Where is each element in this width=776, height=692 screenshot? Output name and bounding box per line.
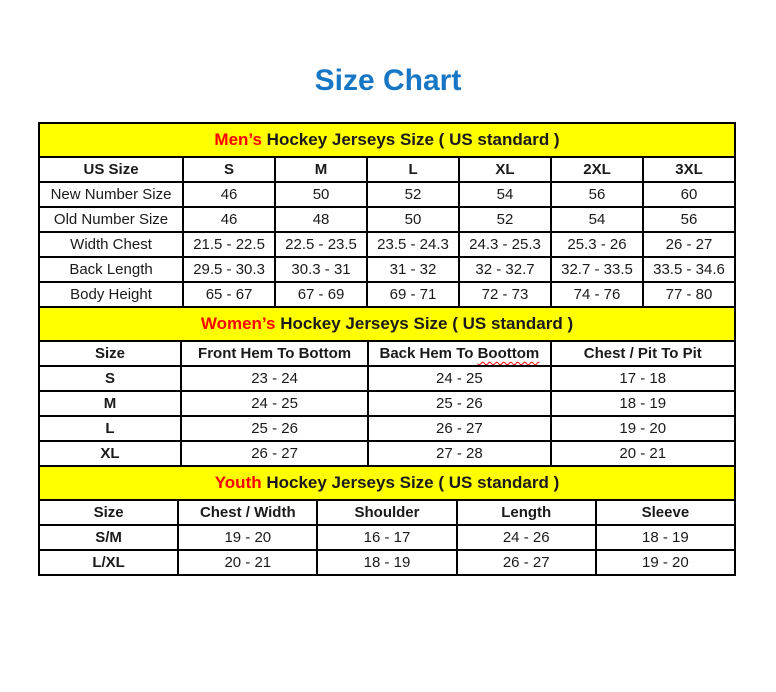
mens-table-row xyxy=(39,257,735,282)
column-header: 3XL xyxy=(643,157,735,182)
size-value-cell: 21.5 - 22.5 xyxy=(183,232,275,257)
row-label: Width Chest xyxy=(39,232,183,257)
column-header: Sleeve xyxy=(596,500,735,525)
row-label: Body Height xyxy=(39,282,183,307)
size-value-cell: 60 xyxy=(643,182,735,207)
banner-highlight-word: Youth xyxy=(214,473,262,492)
size-value-cell: 65 - 67 xyxy=(183,282,275,307)
size-value-cell: 48 xyxy=(275,207,367,232)
size-value-cell: 54 xyxy=(459,182,551,207)
size-value-cell: 30.3 - 31 xyxy=(275,257,367,282)
size-value-cell: 23.5 - 24.3 xyxy=(367,232,459,257)
column-header: Size xyxy=(39,500,178,525)
misspelled-word: Boottom xyxy=(477,345,540,362)
size-tables-container xyxy=(38,122,736,576)
size-value-cell: 46 xyxy=(183,182,275,207)
womens-size-table xyxy=(38,306,736,467)
size-value-cell: 24.3 - 25.3 xyxy=(459,232,551,257)
size-value-cell: 69 - 71 xyxy=(367,282,459,307)
page-title: Size Chart xyxy=(314,64,462,97)
size-value-cell: 50 xyxy=(367,207,459,232)
size-value-cell: 19 - 20 xyxy=(551,416,735,441)
column-header: US Size xyxy=(39,157,183,182)
size-value-cell: 19 - 20 xyxy=(178,525,317,550)
mens-section-banner xyxy=(39,123,735,157)
size-value-cell: 77 - 80 xyxy=(643,282,735,307)
size-value-cell: 18 - 19 xyxy=(317,550,456,575)
size-value-cell: 16 - 17 xyxy=(317,525,456,550)
column-header: Shoulder xyxy=(317,500,456,525)
row-label: Old Number Size xyxy=(39,207,183,232)
column-header: Front Hem To Bottom xyxy=(181,341,368,366)
banner-highlight-word: Women’s xyxy=(200,314,276,333)
size-value-cell: 17 - 18 xyxy=(551,366,735,391)
womens-table-row xyxy=(39,366,735,391)
size-value-cell: 26 - 27 xyxy=(643,232,735,257)
youth-table-row xyxy=(39,550,735,575)
row-label: L xyxy=(39,416,181,441)
size-value-cell: 20 - 21 xyxy=(178,550,317,575)
size-value-cell: 25 - 26 xyxy=(368,391,550,416)
youth-section-banner xyxy=(39,466,735,500)
youth-banner-row xyxy=(39,466,735,500)
column-header: Chest / Pit To Pit xyxy=(551,341,735,366)
banner-highlight-word: Men’s xyxy=(214,130,262,149)
row-label: S xyxy=(39,366,181,391)
size-value-cell: 18 - 19 xyxy=(596,525,735,550)
banner-text: Hockey Jerseys Size ( US standard ) xyxy=(261,130,560,149)
column-header: Length xyxy=(457,500,596,525)
womens-table-row xyxy=(39,441,735,466)
size-value-cell: 46 xyxy=(183,207,275,232)
mens-header-row xyxy=(39,157,735,182)
size-value-cell: 32.7 - 33.5 xyxy=(551,257,643,282)
youth-header-row xyxy=(39,500,735,525)
size-value-cell: 50 xyxy=(275,182,367,207)
size-value-cell: 32 - 32.7 xyxy=(459,257,551,282)
row-label: New Number Size xyxy=(39,182,183,207)
size-value-cell: 25.3 - 26 xyxy=(551,232,643,257)
size-value-cell: 29.5 - 30.3 xyxy=(183,257,275,282)
size-value-cell: 56 xyxy=(643,207,735,232)
womens-table-row xyxy=(39,391,735,416)
size-value-cell: 24 - 26 xyxy=(457,525,596,550)
row-label: M xyxy=(39,391,181,416)
column-header: S xyxy=(183,157,275,182)
size-value-cell: 27 - 28 xyxy=(368,441,550,466)
size-value-cell: 31 - 32 xyxy=(367,257,459,282)
size-value-cell: 26 - 27 xyxy=(368,416,550,441)
size-value-cell: 67 - 69 xyxy=(275,282,367,307)
size-value-cell: 52 xyxy=(459,207,551,232)
column-header: Chest / Width xyxy=(178,500,317,525)
column-header: M xyxy=(275,157,367,182)
mens-banner-row xyxy=(39,123,735,157)
size-value-cell: 33.5 - 34.6 xyxy=(643,257,735,282)
womens-table-row xyxy=(39,416,735,441)
mens-table-row xyxy=(39,282,735,307)
size-value-cell: 74 - 76 xyxy=(551,282,643,307)
size-value-cell: 54 xyxy=(551,207,643,232)
size-value-cell: 19 - 20 xyxy=(596,550,735,575)
size-value-cell: 72 - 73 xyxy=(459,282,551,307)
size-value-cell: 56 xyxy=(551,182,643,207)
size-value-cell: 24 - 25 xyxy=(181,391,368,416)
row-label: S/M xyxy=(39,525,178,550)
size-value-cell: 23 - 24 xyxy=(181,366,368,391)
size-value-cell: 26 - 27 xyxy=(181,441,368,466)
mens-table-row xyxy=(39,232,735,257)
mens-table-row xyxy=(39,182,735,207)
size-value-cell: 52 xyxy=(367,182,459,207)
mens-table-row xyxy=(39,207,735,232)
banner-text: Hockey Jerseys Size ( US standard ) xyxy=(275,314,574,333)
womens-section-banner xyxy=(39,307,735,341)
youth-table-row xyxy=(39,525,735,550)
row-label: Back Length xyxy=(39,257,183,282)
youth-size-table xyxy=(38,465,736,576)
size-value-cell: 24 - 25 xyxy=(368,366,550,391)
column-header: Size xyxy=(39,341,181,366)
size-value-cell: 18 - 19 xyxy=(551,391,735,416)
size-value-cell: 25 - 26 xyxy=(181,416,368,441)
size-value-cell: 26 - 27 xyxy=(457,550,596,575)
column-header: XL xyxy=(459,157,551,182)
size-value-cell: 22.5 - 23.5 xyxy=(275,232,367,257)
size-value-cell: 20 - 21 xyxy=(551,441,735,466)
mens-size-table xyxy=(38,122,736,308)
column-header: 2XL xyxy=(551,157,643,182)
column-header: Back Hem To Boottom xyxy=(368,341,550,366)
row-label: XL xyxy=(39,441,181,466)
womens-banner-row xyxy=(39,307,735,341)
column-header: L xyxy=(367,157,459,182)
banner-text: Hockey Jerseys Size ( US standard ) xyxy=(261,473,560,492)
row-label: L/XL xyxy=(39,550,178,575)
womens-header-row xyxy=(39,341,735,366)
